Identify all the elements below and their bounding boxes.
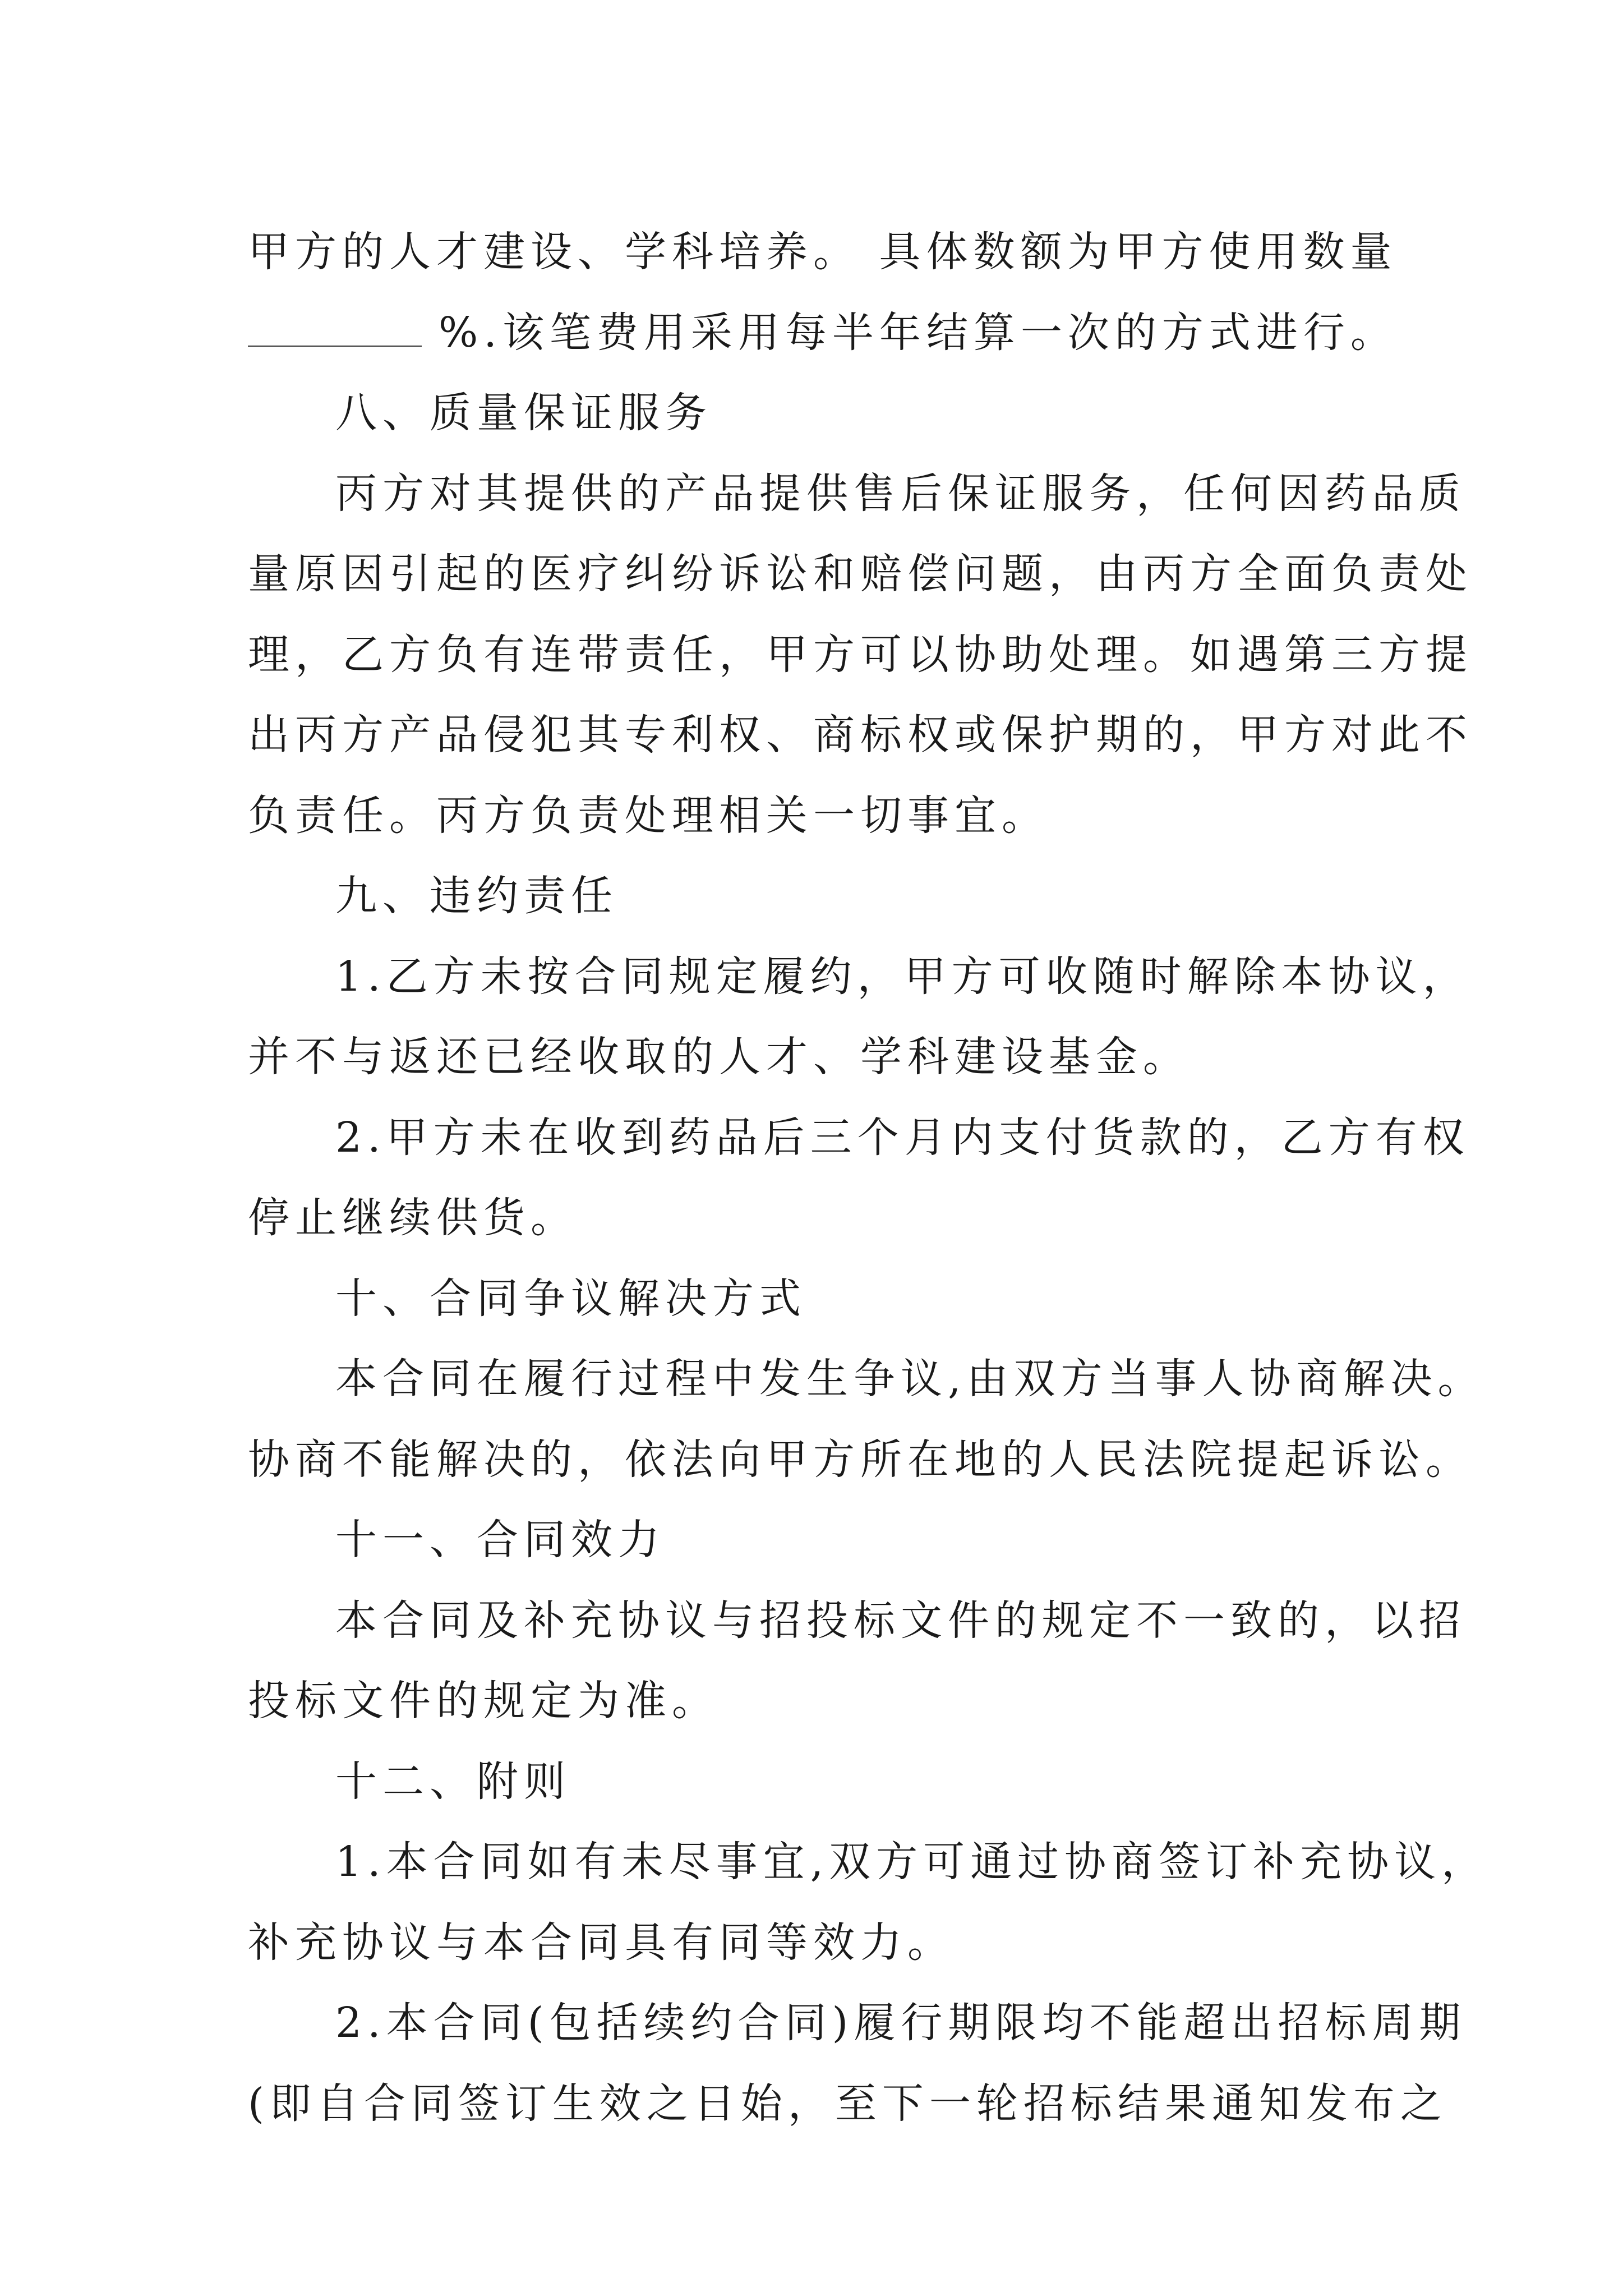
text-line: 本合同及补充协议与招投标文件的规定不一致的，以招 — [335, 1596, 1466, 1645]
text-line-remainder: %.该笔费用采用每半年结算一次的方式进行。 — [439, 308, 1398, 357]
section-heading: 十一、合同效力 — [335, 1516, 665, 1564]
text-line: 投标文件的规定为准。 — [248, 1677, 719, 1725]
section-heading: 十、合同争议解决方式 — [335, 1274, 806, 1323]
section-heading: 十二、附则 — [335, 1757, 571, 1806]
text-line: (即自合同签订生效之日始，至下一轮招标结果通知发布之 — [248, 2079, 1447, 2128]
text-line: 补充协议与本合同具有同等效力。 — [248, 1918, 955, 1967]
text-line-with-blank — [248, 293, 1398, 374]
text-line: 丙方对其提供的产品提供售后保证服务，任何因药品质 — [335, 469, 1466, 518]
contract-text-body — [248, 212, 1489, 2144]
text-line: 停止继续供货。 — [248, 1194, 578, 1242]
text-line: 协商不能解决的，依法向甲方所在地的人民法院提起诉讼。 — [248, 1435, 1473, 1484]
text-line: 出丙方产品侵犯其专利权、商标权或保护期的，甲方对此不 — [248, 711, 1473, 759]
text-line: 负责任。丙方负责处理相关一切事宜。 — [248, 791, 1049, 840]
fill-in-blank — [248, 344, 422, 347]
section-heading: 九、违约责任 — [335, 872, 618, 920]
text-line: 甲方的人才建设、学科培养。 具体数额为甲方使用数量 — [248, 228, 1398, 276]
text-line: 1.乙方未按合同规定履约，甲方可收随时解除本协议， — [335, 952, 1470, 1001]
text-line: 1.本合同如有未尽事宜,双方可通过协商签订补充协议， — [335, 1838, 1489, 1886]
text-line: 理，乙方负有连带责任，甲方可以协助处理。如遇第三方提 — [248, 630, 1473, 679]
section-heading: 八、质量保证服务 — [335, 389, 712, 437]
text-line: 2.本合同(包括续约合同)履行期限均不能超出招标周期 — [335, 1999, 1467, 2047]
text-line: 本合同在履行过程中发生争议,由双方当事人协商解决。 — [335, 1355, 1485, 1403]
text-line: 量原因引起的医疗纠纷诉讼和赔偿问题，由丙方全面负责处 — [248, 550, 1473, 598]
text-line: 2.甲方未在收到药品后三个月内支付货款的，乙方有权 — [335, 1113, 1470, 1162]
text-line: 并不与返还已经收取的人才、学科建设基金。 — [248, 1033, 1190, 1081]
